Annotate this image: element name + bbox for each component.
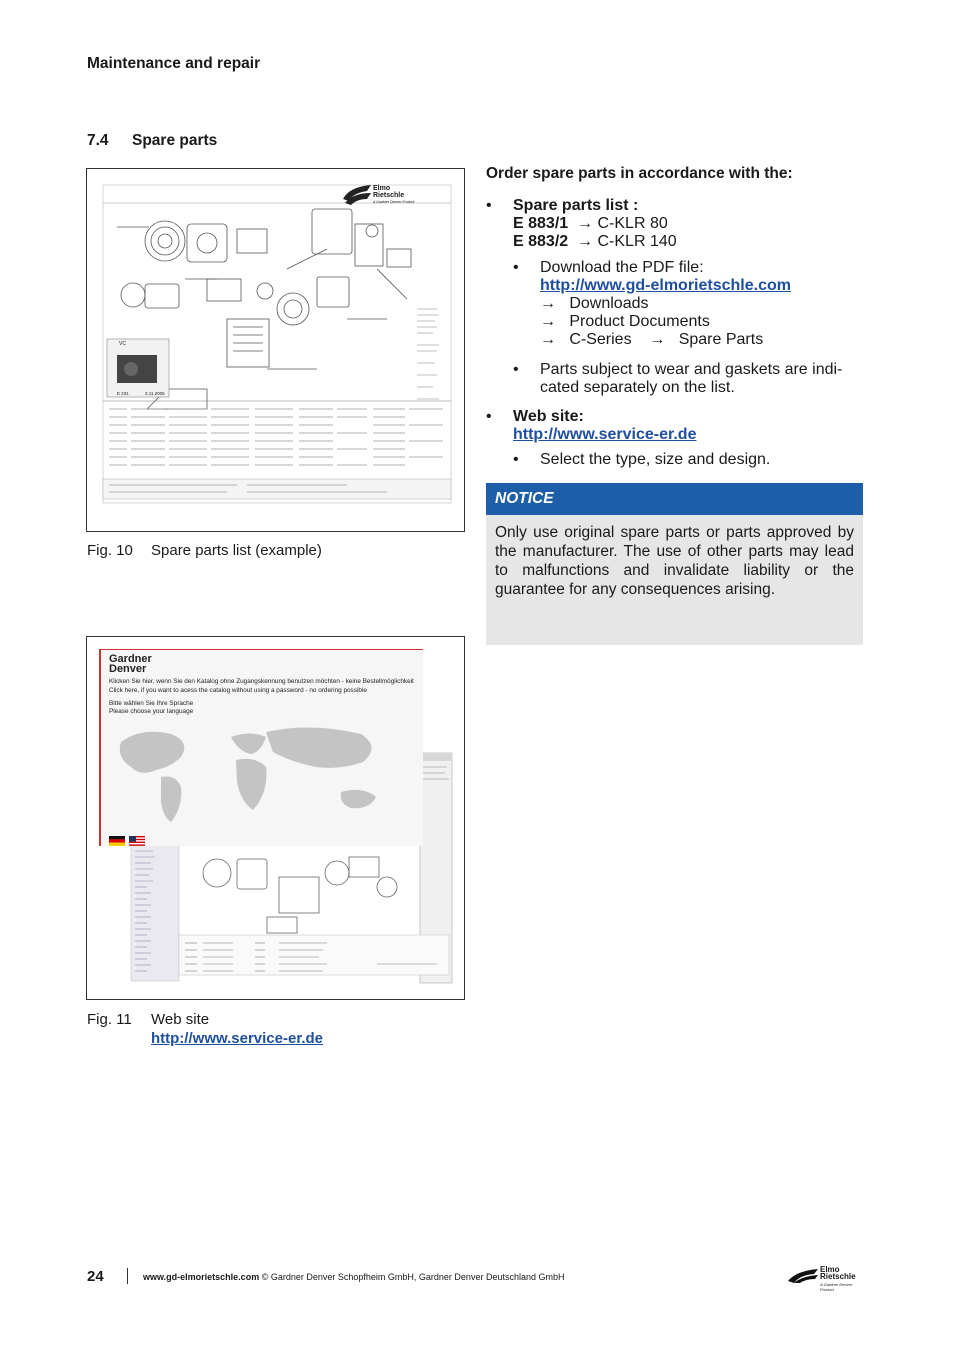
spare-parts-list-figure bbox=[86, 168, 465, 532]
notice-body: Only use original spare parts or parts approved by the manufacturer. The use of other parts may lead to malfunctions and invalidate liability or the guarantee for any consequences arising. bbox=[486, 515, 863, 645]
bullet-dot: • bbox=[486, 197, 492, 214]
e2-model: C-KLR 140 bbox=[597, 233, 677, 250]
german-flag-icon[interactable] bbox=[109, 836, 125, 846]
figure1-caption-label: Fig. 10 bbox=[87, 542, 133, 559]
select-text: Select the type, size and design. bbox=[540, 451, 771, 468]
bullet-dot: • bbox=[486, 408, 492, 425]
website-screenshot-figure bbox=[86, 636, 465, 1000]
arrow-icon: → bbox=[540, 331, 556, 348]
figure2-caption-text: Web site bbox=[151, 1011, 210, 1028]
choose-language-en: Please choose your language bbox=[109, 708, 194, 715]
arrow-icon: → bbox=[577, 215, 594, 232]
gd-logo-line1: Gardner bbox=[109, 653, 152, 665]
fig1-brand-line1: Elmo bbox=[373, 185, 391, 192]
us-flag-icon[interactable] bbox=[129, 836, 145, 846]
bullet-dot: • bbox=[513, 361, 519, 378]
section-number: 7.4 bbox=[87, 132, 109, 149]
path-row-2 bbox=[540, 313, 860, 331]
language-selection-panel bbox=[99, 649, 423, 846]
choose-language-de: Bitte wählen Sie Ihre Sprache bbox=[109, 700, 194, 707]
logo-line2: Rietschle bbox=[820, 1272, 856, 1281]
section-title: Spare parts bbox=[132, 132, 218, 149]
footer-separator bbox=[127, 1268, 128, 1284]
gardner-denver-logo bbox=[109, 654, 152, 674]
fig1-model-label: VC bbox=[119, 341, 126, 347]
logo-line1: Elmo bbox=[820, 1265, 840, 1274]
catalog-access-link-en[interactable]: Click here, if you want to acess the catalog without using a password - no ordering possible bbox=[109, 687, 367, 694]
figure1-caption-text: Spare parts list (example) bbox=[151, 542, 322, 559]
figure1-caption bbox=[87, 542, 322, 559]
path-c-series: C-Series bbox=[569, 331, 632, 348]
page-number: 24 bbox=[87, 1268, 104, 1285]
path-spare-parts: Spare Parts bbox=[678, 331, 764, 348]
service-er-link[interactable]: http://www.service-er.de bbox=[513, 426, 697, 443]
gd-elmorietschle-link[interactable]: http://www.gd-elmorietschle.com bbox=[540, 277, 791, 294]
catalog-access-link-de[interactable]: Klicken Sie hier, wenn Sie den Katalog ohne Zugangskennung benutzen möchten - keine Bestellmöglichkeit bbox=[109, 678, 414, 685]
spare-parts-list-block bbox=[513, 197, 853, 251]
e1-model: C-KLR 80 bbox=[597, 215, 668, 232]
arrow-icon: → bbox=[577, 233, 594, 250]
web-site-block bbox=[513, 408, 853, 444]
logo-tag: A Gardner Denver Product bbox=[820, 1282, 853, 1292]
order-intro: Order spare parts in accordance with the: bbox=[486, 165, 793, 182]
gd-logo-line2: Denver bbox=[109, 663, 147, 675]
arrow-icon: → bbox=[540, 295, 556, 312]
notice-title: NOTICE bbox=[486, 483, 863, 515]
path-product-documents: Product Documents bbox=[569, 313, 710, 330]
swoosh-icon bbox=[788, 1269, 818, 1283]
e1-row bbox=[513, 215, 853, 233]
bullet-dot: • bbox=[513, 259, 519, 276]
path-downloads: Downloads bbox=[569, 295, 649, 312]
bullet-dot: • bbox=[513, 451, 519, 468]
figure2-caption-label: Fig. 11 bbox=[87, 1011, 132, 1028]
path-row-3 bbox=[540, 331, 860, 349]
path-row-1 bbox=[540, 295, 860, 313]
spare-list-label: Spare parts list : bbox=[513, 197, 639, 214]
web-site-label: Web site: bbox=[513, 408, 584, 425]
download-block bbox=[540, 259, 860, 349]
elmo-rietschle-logo bbox=[788, 1265, 866, 1292]
service-er-link-caption[interactable]: http://www.service-er.de bbox=[151, 1030, 323, 1047]
download-text: Download the PDF file: bbox=[540, 259, 704, 276]
fig1-brand-tag: A Gardner Denver Product bbox=[373, 200, 415, 204]
wear-text: Parts subject to wear and gaskets are indi-cated separately on the list. bbox=[540, 361, 843, 396]
figure2-caption bbox=[87, 1010, 323, 1048]
spare-parts-drawing bbox=[87, 169, 464, 531]
running-header: Maintenance and repair bbox=[87, 55, 261, 72]
fig1-brand-line2: Rietschle bbox=[373, 192, 405, 199]
fig1-doc-date: 3.11.2006 bbox=[145, 391, 165, 396]
section-heading bbox=[87, 132, 217, 150]
e1-code: E 883/1 bbox=[513, 215, 569, 232]
e2-code: E 883/2 bbox=[513, 233, 569, 250]
world-map-graphic bbox=[101, 722, 421, 832]
footer-site: www.gd-elmorietschle.com bbox=[143, 1272, 260, 1282]
footer-copyright: © Gardner Denver Schopfheim GmbH, Gardner Denver Deutschland GmbH bbox=[261, 1272, 565, 1282]
arrow-icon: → bbox=[649, 331, 666, 348]
footer-text bbox=[143, 1272, 564, 1282]
e2-row bbox=[513, 233, 853, 251]
fig1-doc-code: E 231 bbox=[117, 391, 129, 396]
arrow-icon: → bbox=[540, 313, 556, 330]
